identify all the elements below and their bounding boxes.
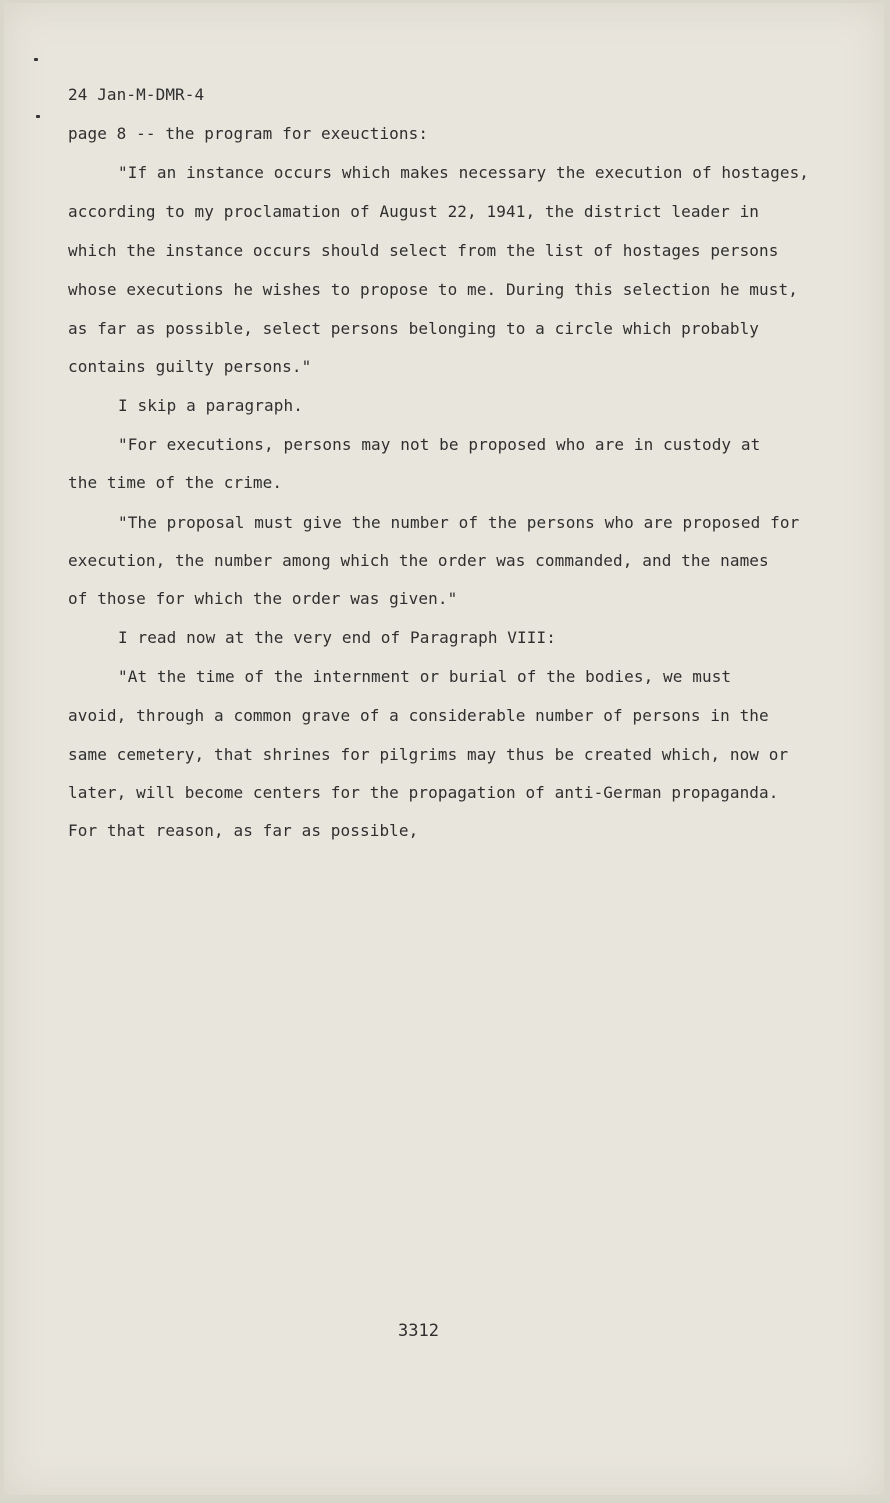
page-reference: page 8 -- the program for exeuctions: bbox=[68, 124, 429, 143]
body-line: I skip a paragraph. bbox=[118, 396, 303, 415]
body-line: contains guilty persons." bbox=[68, 357, 312, 376]
body-line: which the instance occurs should select from the list of hostages persons bbox=[68, 241, 779, 260]
body-line: later, will become centers for the propagation of anti-German propaganda. bbox=[68, 783, 779, 802]
body-line: I read now at the very end of Paragraph VIII: bbox=[118, 628, 556, 647]
body-line: "At the time of the internment or burial of the bodies, we must bbox=[118, 667, 732, 686]
body-line: as far as possible, select persons belonging to a circle which probably bbox=[68, 319, 760, 338]
body-line: execution, the number among which the order was commanded, and the names bbox=[68, 551, 769, 570]
body-line: the time of the crime. bbox=[68, 473, 283, 492]
body-line: according to my proclamation of August 22, 1941, the district leader in bbox=[68, 202, 760, 221]
document-page bbox=[4, 3, 884, 1495]
document-id: 24 Jan-M-DMR-4 bbox=[68, 85, 205, 104]
body-line: of those for which the order was given." bbox=[68, 589, 458, 608]
body-line: whose executions he wishes to propose to me. During this selection he must, bbox=[68, 280, 798, 299]
body-line: "If an instance occurs which makes necessary the execution of hostages, bbox=[118, 163, 810, 182]
body-line: "For executions, persons may not be proposed who are in custody at bbox=[118, 435, 761, 454]
page-number: 3312 bbox=[398, 1321, 439, 1341]
body-line: avoid, through a common grave of a considerable number of persons in the bbox=[68, 706, 769, 725]
body-line: For that reason, as far as possible, bbox=[68, 821, 419, 840]
margin-mark bbox=[34, 58, 38, 61]
body-line: same cemetery, that shrines for pilgrims may thus be created which, now or bbox=[68, 745, 789, 764]
body-line: "The proposal must give the number of the persons who are proposed for bbox=[118, 513, 800, 532]
margin-mark bbox=[36, 115, 40, 118]
